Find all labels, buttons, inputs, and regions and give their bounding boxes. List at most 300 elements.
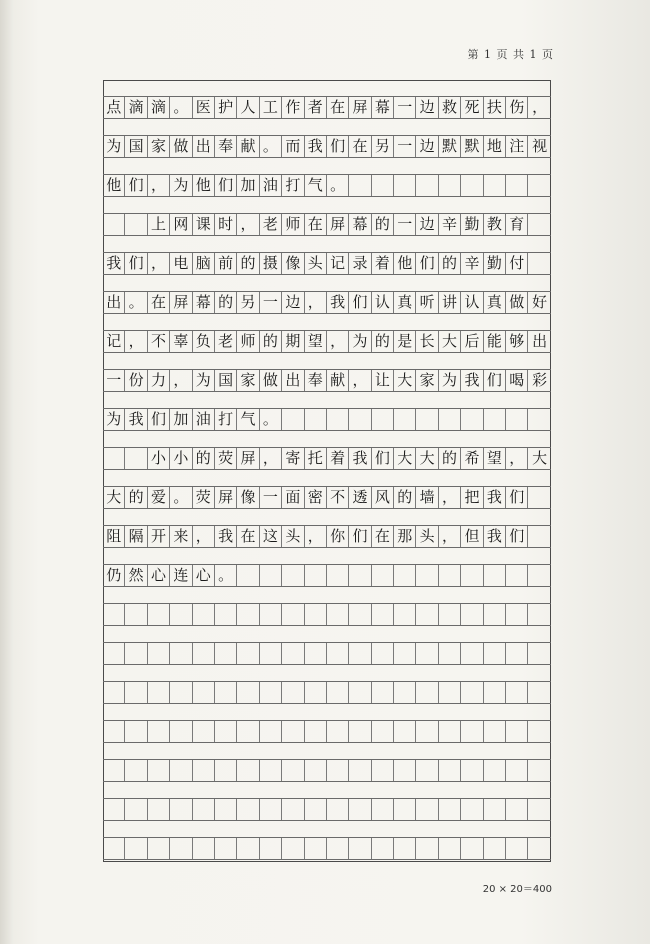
grid-cell xyxy=(215,721,237,742)
grid-cell xyxy=(461,799,483,820)
grid-row xyxy=(103,252,551,275)
grid-row xyxy=(103,564,551,587)
grid-cell: 一 xyxy=(394,136,416,157)
grid-cell xyxy=(260,799,282,820)
grid-cell xyxy=(260,682,282,703)
grid-cell xyxy=(148,721,170,742)
grid-cell xyxy=(416,409,438,430)
grid-cell: 辜 xyxy=(170,331,192,352)
grid-cell: 者 xyxy=(305,97,327,118)
grid-cell: 献 xyxy=(237,136,259,157)
grid-cell xyxy=(282,643,304,664)
grid-cell: ， xyxy=(148,253,170,274)
grid-cell xyxy=(528,487,550,508)
grid-cell xyxy=(260,643,282,664)
grid-row xyxy=(103,447,551,470)
grid-cell: 。 xyxy=(215,565,237,586)
grid-cell xyxy=(193,604,215,625)
grid-cell: ， xyxy=(305,292,327,313)
grid-cell xyxy=(349,409,371,430)
grid-cell: 们 xyxy=(125,253,147,274)
grid-count-label: 20 × 20＝400 xyxy=(482,884,552,895)
grid-cell xyxy=(148,838,170,859)
grid-cell xyxy=(215,838,237,859)
grid-cell: 他 xyxy=(103,175,125,196)
grid-cell: 大 xyxy=(532,449,548,467)
grid-cell xyxy=(282,838,304,859)
grid-cell xyxy=(506,643,528,664)
grid-cell: 在 xyxy=(327,97,349,118)
grid-row xyxy=(103,525,551,548)
grid-cell xyxy=(282,604,304,625)
grid-cell: 滴 xyxy=(125,97,147,118)
grid-cell xyxy=(528,409,550,430)
grid-cell: 前 xyxy=(215,253,237,274)
grid-cell: 我 xyxy=(349,448,371,469)
grid-cell: 我 xyxy=(461,370,483,391)
grid-cell xyxy=(305,643,327,664)
grid-row xyxy=(103,135,551,158)
grid-cell: 一 xyxy=(260,292,282,313)
grid-cell: 认 xyxy=(461,292,483,313)
grid-cell: 我 xyxy=(484,526,506,547)
grid-cell: 。 xyxy=(170,487,192,508)
grid-cell xyxy=(394,565,416,586)
grid-cell: 国 xyxy=(215,370,237,391)
grid-cell: 不 xyxy=(148,331,170,352)
grid-cell xyxy=(372,721,394,742)
grid-cell xyxy=(125,604,147,625)
grid-cell: 大 xyxy=(416,448,438,469)
grid-cell xyxy=(170,682,192,703)
grid-cell: 大 xyxy=(394,448,416,469)
grid-cell: 头 xyxy=(282,526,304,547)
grid-cell: 的 xyxy=(394,487,416,508)
grid-cell xyxy=(394,409,416,430)
grid-cell: 们 xyxy=(148,409,170,430)
grid-cell: 家 xyxy=(148,136,170,157)
grid-cell xyxy=(528,175,550,196)
grid-cell: 付 xyxy=(506,253,528,274)
grid-cell: 为 xyxy=(349,331,371,352)
grid-cell xyxy=(394,682,416,703)
grid-cell: ， xyxy=(170,370,192,391)
grid-cell xyxy=(528,253,550,274)
grid-cell xyxy=(170,604,192,625)
grid-cell xyxy=(260,604,282,625)
grid-cell: 的 xyxy=(215,292,237,313)
grid-cell: 寄 xyxy=(282,448,304,469)
grid-cell: 我 xyxy=(484,487,506,508)
grid-row xyxy=(103,330,551,353)
grid-cell: 点 xyxy=(103,97,125,118)
grid-cell: 的 xyxy=(260,331,282,352)
grid-cell xyxy=(103,682,125,703)
grid-cell xyxy=(349,643,371,664)
grid-cell: 一 xyxy=(394,214,416,235)
grid-cell xyxy=(416,721,438,742)
grid-cell: 而 xyxy=(282,136,304,157)
grid-cell: 你 xyxy=(327,526,349,547)
grid-cell xyxy=(193,721,215,742)
grid-cell: 的 xyxy=(372,331,394,352)
grid-cell xyxy=(461,643,483,664)
grid-cell xyxy=(394,838,416,859)
grid-cell xyxy=(439,682,461,703)
grid-cell: ， xyxy=(349,370,371,391)
grid-cell: 我 xyxy=(103,253,125,274)
grid-cell: 奉 xyxy=(305,370,327,391)
grid-cell xyxy=(125,838,147,859)
grid-cell xyxy=(394,643,416,664)
grid-row xyxy=(103,213,551,236)
grid-cell: 连 xyxy=(170,565,192,586)
grid-cell: 们 xyxy=(349,292,371,313)
grid-cell: 长 xyxy=(416,331,438,352)
grid-cell: 像 xyxy=(237,487,259,508)
grid-cell: 我 xyxy=(215,526,237,547)
grid-cell: 荧 xyxy=(193,487,215,508)
grid-cell: 的 xyxy=(125,487,147,508)
grid-cell: 滴 xyxy=(148,97,170,118)
grid-cell: 。 xyxy=(170,97,192,118)
grid-row xyxy=(103,603,551,626)
grid-cell xyxy=(103,448,125,469)
grid-cell xyxy=(125,448,147,469)
grid-cell: 心 xyxy=(148,565,170,586)
grid-cell: 的 xyxy=(372,214,394,235)
grid-cell: 上 xyxy=(148,214,170,235)
grid-cell: 脑 xyxy=(193,253,215,274)
grid-cell xyxy=(416,175,438,196)
grid-cell xyxy=(170,799,192,820)
grid-cell xyxy=(125,643,147,664)
grid-cell: 大 xyxy=(439,331,461,352)
grid-cell xyxy=(103,838,125,859)
grid-cell: 彩 xyxy=(532,371,548,389)
grid-cell: 油 xyxy=(260,175,282,196)
grid-cell: 的 xyxy=(237,253,259,274)
grid-cell xyxy=(215,760,237,781)
grid-cell xyxy=(170,721,192,742)
grid-cell xyxy=(439,838,461,859)
grid-cell: 负 xyxy=(193,331,215,352)
grid-cell: 为 xyxy=(193,370,215,391)
grid-cell xyxy=(170,760,192,781)
grid-cell xyxy=(282,682,304,703)
grid-cell xyxy=(528,721,550,742)
grid-row xyxy=(103,369,551,392)
grid-cell: 能 xyxy=(484,331,506,352)
grid-cell: 那 xyxy=(394,526,416,547)
grid-cell: 让 xyxy=(372,370,394,391)
grid-cell xyxy=(237,604,259,625)
grid-cell xyxy=(103,760,125,781)
grid-cell xyxy=(506,409,528,430)
grid-cell: 希 xyxy=(461,448,483,469)
grid-cell xyxy=(237,565,259,586)
grid-cell: ， xyxy=(305,526,327,547)
grid-cell: 是 xyxy=(394,331,416,352)
grid-cell xyxy=(528,643,550,664)
grid-cell: 认 xyxy=(372,292,394,313)
grid-cell xyxy=(148,682,170,703)
grid-row xyxy=(103,486,551,509)
grid-cell xyxy=(125,760,147,781)
grid-cell: 另 xyxy=(237,292,259,313)
grid-cell xyxy=(484,643,506,664)
grid-cell: 油 xyxy=(193,409,215,430)
grid-cell: 家 xyxy=(416,370,438,391)
grid-cell: 扶 xyxy=(484,97,506,118)
grid-cell: 做 xyxy=(506,292,528,313)
grid-cell xyxy=(327,565,349,586)
grid-cell: 期 xyxy=(282,331,304,352)
grid-cell xyxy=(237,721,259,742)
grid-cell xyxy=(305,721,327,742)
grid-cell xyxy=(416,838,438,859)
grid-cell xyxy=(349,760,371,781)
grid-cell: 记 xyxy=(327,253,349,274)
grid-cell: 头 xyxy=(305,253,327,274)
grid-cell xyxy=(305,409,327,430)
grid-cell: 一 xyxy=(260,487,282,508)
grid-cell xyxy=(103,214,125,235)
grid-cell: 勤 xyxy=(484,253,506,274)
grid-cell xyxy=(327,721,349,742)
grid-cell xyxy=(372,565,394,586)
grid-cell xyxy=(260,760,282,781)
grid-cell: 加 xyxy=(170,409,192,430)
grid-cell xyxy=(372,643,394,664)
grid-cell xyxy=(215,604,237,625)
grid-cell: 们 xyxy=(372,448,394,469)
grid-row xyxy=(103,798,551,821)
grid-cell xyxy=(439,799,461,820)
grid-cell xyxy=(506,175,528,196)
grid-cell xyxy=(103,799,125,820)
grid-cell xyxy=(327,760,349,781)
grid-cell: 默 xyxy=(439,136,461,157)
grid-cell xyxy=(260,721,282,742)
grid-cell xyxy=(372,175,394,196)
grid-cell: 们 xyxy=(416,253,438,274)
composition-grid xyxy=(103,80,551,862)
grid-cell: 真 xyxy=(394,292,416,313)
grid-cell xyxy=(439,409,461,430)
grid-cell: 荧 xyxy=(215,448,237,469)
grid-cell xyxy=(305,604,327,625)
grid-cell xyxy=(170,643,192,664)
grid-cell xyxy=(484,409,506,430)
grid-cell xyxy=(305,760,327,781)
grid-cell: 老 xyxy=(215,331,237,352)
grid-row xyxy=(103,174,551,197)
grid-cell xyxy=(484,799,506,820)
grid-cell xyxy=(125,799,147,820)
grid-cell: 我 xyxy=(305,136,327,157)
grid-cell: 在 xyxy=(148,292,170,313)
grid-cell: 面 xyxy=(282,487,304,508)
grid-row xyxy=(103,96,551,119)
grid-cell xyxy=(484,604,506,625)
grid-cell: 电 xyxy=(170,253,192,274)
grid-cell: 够 xyxy=(506,331,528,352)
grid-cell xyxy=(282,799,304,820)
grid-cell: 地 xyxy=(484,136,506,157)
grid-cell: ， xyxy=(327,331,349,352)
grid-cell: 我 xyxy=(125,409,147,430)
grid-cell: 小 xyxy=(170,448,192,469)
grid-cell: 头 xyxy=(416,526,438,547)
grid-cell: 们 xyxy=(215,175,237,196)
grid-cell xyxy=(394,604,416,625)
grid-cell xyxy=(416,604,438,625)
grid-cell: 力 xyxy=(148,370,170,391)
grid-cell xyxy=(327,643,349,664)
grid-cell xyxy=(528,760,550,781)
grid-cell: 透 xyxy=(349,487,371,508)
grid-cell: 屏 xyxy=(170,292,192,313)
grid-cell: 出 xyxy=(193,136,215,157)
grid-cell xyxy=(484,565,506,586)
grid-cell: 人 xyxy=(237,97,259,118)
grid-cell xyxy=(148,604,170,625)
grid-cell xyxy=(103,643,125,664)
grid-cell xyxy=(103,604,125,625)
grid-cell xyxy=(461,175,483,196)
grid-cell xyxy=(305,838,327,859)
grid-row xyxy=(103,291,551,314)
grid-cell: 着 xyxy=(372,253,394,274)
grid-cell xyxy=(461,604,483,625)
grid-cell: 死 xyxy=(461,97,483,118)
grid-cell xyxy=(528,565,550,586)
grid-cell xyxy=(528,604,550,625)
grid-cell xyxy=(349,604,371,625)
grid-cell xyxy=(528,682,550,703)
grid-cell xyxy=(528,838,550,859)
grid-cell xyxy=(506,565,528,586)
grid-cell xyxy=(439,721,461,742)
binding-edge xyxy=(0,0,14,944)
grid-cell xyxy=(282,565,304,586)
grid-cell xyxy=(327,799,349,820)
grid-cell: 墙 xyxy=(416,487,438,508)
grid-cell: 一 xyxy=(103,370,125,391)
grid-cell xyxy=(528,214,550,235)
grid-cell: 真 xyxy=(484,292,506,313)
grid-cell xyxy=(349,838,371,859)
grid-cell: 奉 xyxy=(215,136,237,157)
grid-row xyxy=(103,837,551,860)
grid-cell: 医 xyxy=(193,97,215,118)
grid-cell xyxy=(484,760,506,781)
grid-cell: 气 xyxy=(237,409,259,430)
grid-cell xyxy=(215,682,237,703)
grid-cell: 录 xyxy=(349,253,371,274)
grid-cell xyxy=(372,604,394,625)
grid-cell: 师 xyxy=(237,331,259,352)
grid-cell xyxy=(193,799,215,820)
grid-cell: 像 xyxy=(282,253,304,274)
grid-cell: 做 xyxy=(260,370,282,391)
grid-cell: ， xyxy=(439,487,461,508)
grid-cell: 在 xyxy=(349,136,371,157)
grid-cell: 视 xyxy=(532,137,548,155)
grid-cell: 望 xyxy=(305,331,327,352)
grid-cell: 出 xyxy=(282,370,304,391)
grid-cell: 为 xyxy=(103,409,125,430)
grid-cell: 默 xyxy=(461,136,483,157)
grid-cell: 们 xyxy=(327,136,349,157)
grid-row xyxy=(103,759,551,782)
grid-cell: 的 xyxy=(439,448,461,469)
grid-cell: 课 xyxy=(193,214,215,235)
grid-cell xyxy=(416,799,438,820)
grid-cell xyxy=(506,838,528,859)
grid-cell: 来 xyxy=(170,526,192,547)
grid-cell: 做 xyxy=(170,136,192,157)
grid-cell xyxy=(193,838,215,859)
grid-cell xyxy=(394,175,416,196)
grid-cell xyxy=(327,682,349,703)
grid-cell xyxy=(237,838,259,859)
grid-cell xyxy=(506,799,528,820)
grid-cell xyxy=(416,643,438,664)
grid-cell xyxy=(372,799,394,820)
grid-cell xyxy=(282,721,304,742)
grid-cell: 屏 xyxy=(215,487,237,508)
grid-cell xyxy=(461,721,483,742)
grid-cell xyxy=(282,409,304,430)
grid-cell: 开 xyxy=(148,526,170,547)
grid-cell: 屏 xyxy=(327,214,349,235)
grid-cell: 幕 xyxy=(372,97,394,118)
grid-cell xyxy=(305,565,327,586)
grid-cell xyxy=(148,643,170,664)
grid-cell: 另 xyxy=(372,136,394,157)
grid-cell: 勤 xyxy=(461,214,483,235)
grid-cell xyxy=(237,682,259,703)
grid-cell xyxy=(439,643,461,664)
grid-cell xyxy=(394,799,416,820)
grid-cell: 我 xyxy=(327,292,349,313)
grid-cell: 救 xyxy=(439,97,461,118)
grid-cell xyxy=(237,799,259,820)
grid-cell: 国 xyxy=(125,136,147,157)
grid-cell xyxy=(305,682,327,703)
grid-cell: 在 xyxy=(372,526,394,547)
grid-cell xyxy=(349,682,371,703)
grid-cell: 们 xyxy=(349,526,371,547)
grid-cell xyxy=(439,760,461,781)
grid-cell: 一 xyxy=(394,97,416,118)
grid-cell xyxy=(193,643,215,664)
grid-cell: 老 xyxy=(260,214,282,235)
grid-row xyxy=(103,642,551,665)
grid-cell xyxy=(327,838,349,859)
grid-cell xyxy=(148,799,170,820)
grid-cell xyxy=(349,565,371,586)
grid-cell xyxy=(461,409,483,430)
grid-cell xyxy=(193,760,215,781)
grid-cell xyxy=(125,214,147,235)
grid-row xyxy=(103,408,551,431)
grid-cell xyxy=(260,565,282,586)
grid-cell: 作 xyxy=(282,97,304,118)
grid-cell: 摄 xyxy=(260,253,282,274)
